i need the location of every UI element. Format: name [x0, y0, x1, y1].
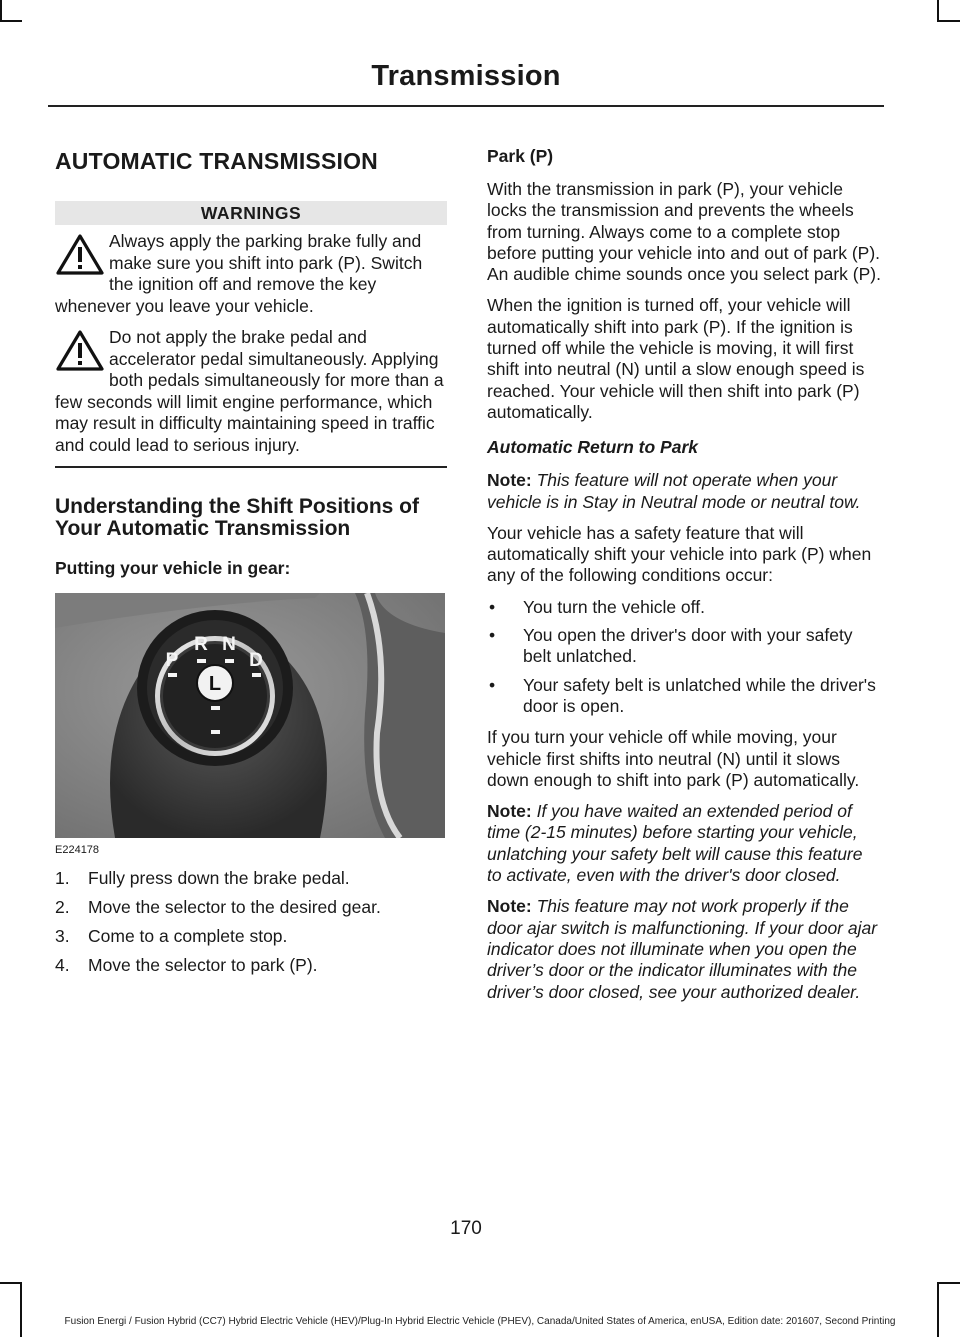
crop-mark — [0, 20, 22, 22]
list-item — [55, 897, 447, 918]
step-number: 3. — [55, 926, 70, 946]
figure-code: E224178 — [55, 844, 100, 856]
bullet: • — [489, 674, 496, 695]
right-column — [487, 140, 881, 1013]
step-text: Move the selector to park (P). — [88, 955, 318, 975]
paragraph: Your vehicle has a safety feature that will automatically shift your vehicle into park (P) when any of the following conditions occur: — [487, 522, 872, 586]
warning-item — [55, 327, 447, 456]
note-text: This feature will not operate when your vehicle is in Stay in Neutral mode or neutral tow. — [487, 470, 861, 512]
note — [487, 801, 881, 886]
steps-list — [55, 868, 447, 976]
step-text: Come to a complete stop. — [88, 926, 288, 946]
step-text: Move the selector to the desired gear. — [88, 897, 381, 917]
list-item — [55, 868, 447, 889]
bullet-text: You open the driver's door with your safety belt unlatched. — [523, 625, 853, 667]
step-number: 4. — [55, 955, 70, 975]
gear-label-n: N — [222, 634, 236, 655]
paragraph: With the transmission in park (P), your vehicle locks the transmission and prevents the wheels from turning. Always come to a complete stop before putting your vehicle into and out of park (P). An audible chime sounds once you select park (P). — [487, 179, 881, 285]
note-label: Note: — [487, 470, 532, 491]
warning-triangle-icon — [55, 329, 105, 373]
list-item — [487, 675, 881, 718]
crop-mark — [938, 1282, 960, 1284]
bullet: • — [489, 625, 496, 646]
warning-item — [55, 231, 447, 317]
list-item — [487, 597, 881, 618]
park-heading: Park (P) — [487, 146, 554, 166]
header-divider — [48, 105, 884, 107]
note-text: This feature may not work properly if the door ajar switch is malfunctioning. If your door ajar indicator does not illuminate when you open the driver’s door or the indicator illuminates with the driver’s door closed, see your authorized dealer. — [487, 896, 878, 1002]
auto-return-heading: Automatic Return to Park — [487, 437, 698, 458]
footer-text: Fusion Energi / Fusion Hybrid (CC7) Hybrid Electric Vehicle (HEV)/Plug-In Hybrid Electric Vehicle (PHEV), Canada/United States of America, enUSA, Edition date: 201607, Second Printing — [64, 1316, 896, 1327]
crop-mark — [937, 1282, 939, 1337]
warning-triangle-icon — [55, 233, 105, 277]
gear-label-d: D — [249, 650, 263, 671]
step-number: 1. — [55, 868, 70, 888]
warning-text: Always apply the parking brake fully and make sure you shift into park (P). Switch the ignition off and remove the key whenever you leave your vehicle. — [55, 231, 423, 316]
crop-mark — [20, 1282, 22, 1337]
step-text: Fully press down the brake pedal. — [88, 868, 350, 888]
rotary-shift-dial-icon — [55, 593, 445, 838]
page-number: 170 — [450, 1218, 482, 1239]
crop-mark — [938, 20, 960, 22]
warnings-end-rule — [55, 466, 447, 468]
note-label: Note: — [487, 801, 532, 822]
gear-label-l: L — [208, 673, 222, 695]
page-header-title: Transmission — [371, 60, 561, 92]
note-text: If you have waited an extended period of time (2-15 minutes) before starting your vehicle, unlatching your safety belt will cause this feature to activate, even with the driver's door closed. — [487, 801, 863, 886]
left-column — [55, 140, 447, 984]
note-label: Note: — [487, 896, 532, 917]
bullet-text: You turn the vehicle off. — [523, 596, 705, 617]
list-item — [55, 955, 447, 976]
paragraph: If you turn your vehicle off while moving, your vehicle first shifts into neutral (N) until it slows down enough to shift into park (P) automatically. — [487, 727, 860, 790]
crop-mark — [0, 0, 2, 22]
crop-mark — [937, 0, 939, 22]
bullet: • — [489, 596, 496, 617]
gear-label-p: P — [165, 650, 179, 671]
warning-text: Do not apply the brake pedal and accelerator pedal simultaneously. Applying both pedals simultaneously for more than a few seconds will limit engine performance, which may result in difficulty maintaining speed in traffic and could lead to serious injury. — [55, 327, 444, 455]
list-item — [487, 625, 881, 668]
list-item — [55, 926, 447, 947]
minor-heading: Putting your vehicle in gear: — [55, 558, 291, 578]
step-number: 2. — [55, 897, 70, 917]
warnings-heading: WARNINGS — [55, 201, 447, 225]
paragraph: When the ignition is turned off, your vehicle will automatically shift into park (P). If the ignition is turned off while the vehicle is moving, it will first shift into neutral (N) until a slow enough speed is reached. Your vehicle will then shift into park (P) automatically. — [487, 295, 865, 422]
gear-label-r: R — [194, 634, 208, 655]
gear-selector-illustration — [55, 593, 445, 838]
note — [487, 896, 881, 1002]
crop-mark — [0, 1282, 22, 1284]
section-title: AUTOMATIC TRANSMISSION — [55, 148, 378, 174]
bullet-text: Your safety belt is unlatched while the driver's door is open. — [523, 674, 876, 716]
note — [487, 470, 881, 513]
subheading: Understanding the Shift Positions of Your Automatic Transmission — [55, 495, 419, 540]
conditions-list — [487, 597, 881, 717]
